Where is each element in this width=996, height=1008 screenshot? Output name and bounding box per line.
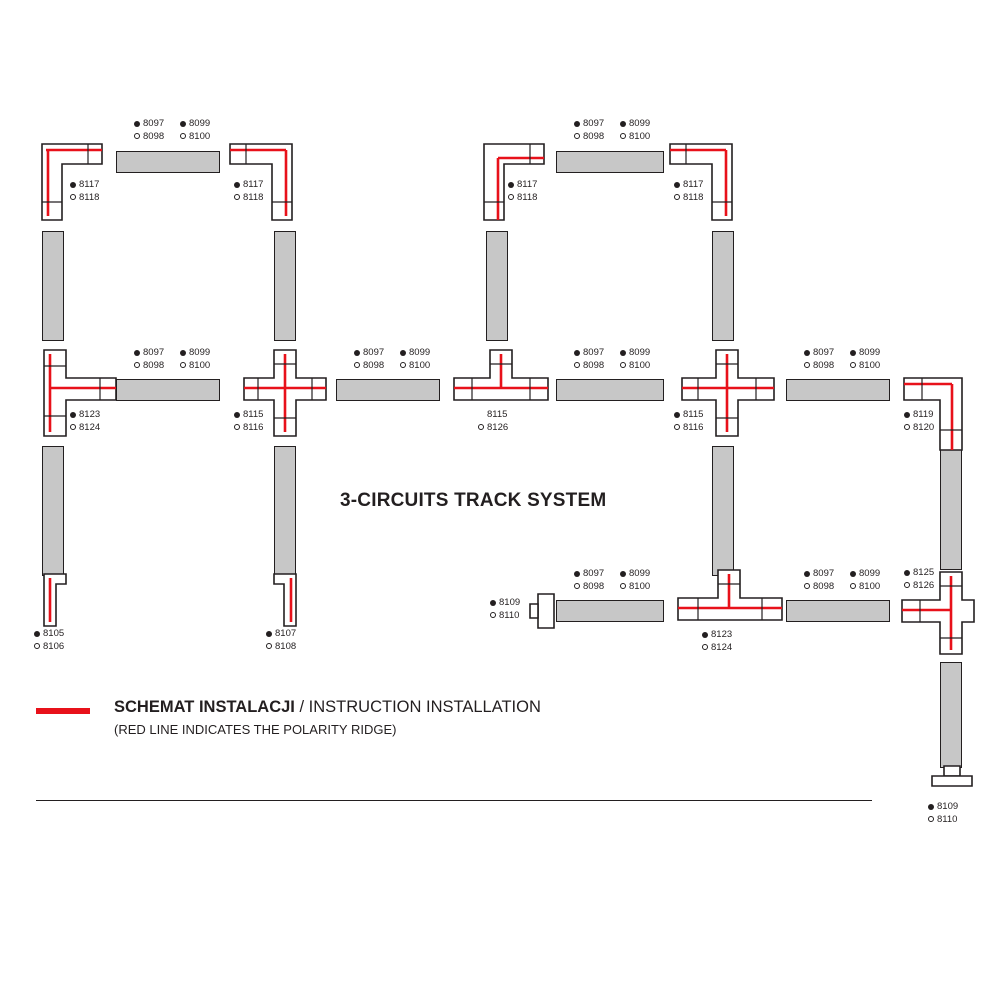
code-text: 8097	[143, 118, 165, 129]
code-text: 8097	[363, 347, 385, 358]
filled-dot-icon	[400, 350, 406, 356]
open-dot-icon	[354, 362, 360, 368]
open-dot-icon	[234, 194, 240, 200]
feed-connector-bottom-right	[928, 764, 976, 794]
code-text: 8099	[409, 347, 431, 358]
code-label-feed-center	[490, 597, 520, 621]
code-label-track-top-right	[574, 118, 654, 142]
code-label-corner-bottom-right	[904, 567, 934, 591]
track-bar	[556, 151, 664, 173]
filled-dot-icon	[928, 804, 934, 810]
track-bar	[556, 379, 664, 401]
code-text: 8124	[711, 641, 733, 653]
code-text: 8110	[937, 813, 958, 825]
open-dot-icon	[478, 424, 484, 430]
filled-dot-icon	[904, 412, 910, 418]
code-text: 8110	[499, 609, 520, 621]
filled-dot-icon	[850, 571, 856, 577]
track-bar	[42, 231, 64, 341]
legend	[36, 698, 541, 737]
filled-dot-icon	[804, 350, 810, 356]
open-dot-icon	[620, 362, 626, 368]
code-label-track-mid-2	[354, 347, 434, 371]
filled-dot-icon	[620, 571, 626, 577]
filled-dot-icon	[804, 571, 810, 577]
code-text: 8100	[189, 359, 211, 371]
code-label-feed-bottom-right	[928, 801, 958, 825]
code-label-track-mid-3	[574, 347, 654, 371]
code-text: 8117	[517, 179, 538, 190]
open-dot-icon	[804, 583, 810, 589]
code-text: 8099	[859, 347, 881, 358]
track-bar	[116, 379, 220, 401]
open-dot-icon	[620, 583, 626, 589]
code-text: 8097	[813, 347, 835, 358]
code-text: 8115	[243, 409, 264, 420]
open-dot-icon	[850, 583, 856, 589]
code-text: 8099	[189, 347, 211, 358]
filled-dot-icon	[702, 632, 708, 638]
open-dot-icon	[400, 362, 406, 368]
open-dot-icon	[180, 133, 186, 139]
end-cap-left	[38, 572, 84, 628]
open-dot-icon	[674, 424, 680, 430]
open-dot-icon	[574, 362, 580, 368]
code-label-end-mid	[266, 628, 296, 652]
code-text: 8118	[243, 191, 264, 203]
code-text: 8097	[583, 347, 605, 358]
code-text: 8117	[683, 179, 704, 190]
code-label-track-bottom-2	[804, 568, 884, 592]
code-text: 8097	[813, 568, 835, 579]
polarity-line-swatch	[36, 708, 90, 714]
filled-dot-icon	[134, 350, 140, 356]
code-text: 8126	[913, 579, 935, 591]
code-text: 8117	[243, 179, 264, 190]
code-text: 8106	[43, 640, 65, 652]
code-text: 8097	[583, 118, 605, 129]
code-label-tee-left	[70, 409, 100, 433]
code-text: 8100	[629, 580, 651, 592]
code-label-track-mid-1	[134, 347, 214, 371]
code-text: 8107	[275, 628, 297, 639]
open-dot-icon	[134, 362, 140, 368]
track-bar	[42, 446, 64, 576]
end-cap-mid	[268, 572, 314, 628]
code-text: 8099	[629, 568, 651, 579]
filled-dot-icon	[574, 571, 580, 577]
open-dot-icon	[234, 424, 240, 430]
track-bar	[336, 379, 440, 401]
open-dot-icon	[674, 194, 680, 200]
code-text: 8117	[79, 179, 100, 190]
legend-note: (RED LINE INDICATES THE POLARITY RIDGE)	[114, 722, 397, 737]
open-dot-icon	[70, 424, 76, 430]
code-label-corner-right	[904, 409, 934, 433]
open-dot-icon	[574, 583, 580, 589]
legend-title	[114, 698, 541, 717]
code-text: 8123	[79, 409, 101, 420]
track-bar	[274, 446, 296, 576]
track-bar	[486, 231, 508, 341]
open-dot-icon	[574, 133, 580, 139]
track-bar	[274, 231, 296, 341]
code-text: 8125	[913, 567, 935, 578]
code-label-track-bottom-1	[574, 568, 654, 592]
code-text: 8109	[499, 597, 521, 608]
code-text: 8098	[143, 130, 165, 142]
track-bar	[940, 446, 962, 570]
code-text: 8124	[79, 421, 101, 433]
tee-connector-center	[452, 348, 550, 404]
code-text: 8118	[79, 191, 100, 203]
code-text: 8098	[813, 580, 835, 592]
filled-dot-icon	[354, 350, 360, 356]
code-text: 8118	[683, 191, 704, 203]
filled-dot-icon	[234, 182, 240, 188]
page-title: 3-CIRCUITS TRACK SYSTEM	[340, 490, 607, 511]
code-text: 8098	[143, 359, 165, 371]
filled-dot-icon	[266, 631, 272, 637]
filled-dot-icon	[620, 350, 626, 356]
open-dot-icon	[904, 424, 910, 430]
code-text: 8100	[189, 130, 211, 142]
code-text: 8099	[629, 118, 651, 129]
code-text: 8097	[143, 347, 165, 358]
code-label-tee-center	[478, 409, 508, 433]
filled-dot-icon	[574, 350, 580, 356]
code-text: 8098	[583, 580, 605, 592]
code-text: 8099	[859, 568, 881, 579]
filled-dot-icon	[674, 182, 680, 188]
legend-title-pl: SCHEMAT INSTALACJI	[114, 698, 295, 716]
filled-dot-icon	[620, 121, 626, 127]
code-text: 8100	[629, 359, 651, 371]
code-text: 8100	[859, 359, 881, 371]
code-text: 8115	[683, 409, 704, 420]
open-dot-icon	[928, 816, 934, 822]
code-text: 8097	[583, 568, 605, 579]
code-text: 8100	[859, 580, 881, 592]
open-dot-icon	[266, 643, 272, 649]
feed-connector-center	[528, 592, 562, 630]
code-text: 8119	[913, 409, 934, 420]
code-text: 8115	[487, 409, 508, 420]
code-text: 8100	[629, 130, 651, 142]
open-dot-icon	[70, 194, 76, 200]
open-dot-icon	[490, 612, 496, 618]
divider	[36, 800, 872, 801]
code-text: 8126	[487, 421, 509, 433]
open-dot-icon	[620, 133, 626, 139]
tee-connector-bottom	[676, 568, 784, 624]
filled-dot-icon	[508, 182, 514, 188]
open-dot-icon	[180, 362, 186, 368]
filled-dot-icon	[674, 412, 680, 418]
open-dot-icon	[34, 643, 40, 649]
track-bar	[556, 600, 664, 622]
filled-dot-icon	[850, 350, 856, 356]
legend-title-en: / INSTRUCTION INSTALLATION	[299, 698, 541, 716]
code-label-corner-top-center-left	[508, 179, 537, 203]
filled-dot-icon	[34, 631, 40, 637]
filled-dot-icon	[70, 412, 76, 418]
code-text: 8116	[243, 421, 264, 433]
code-label-track-mid-4	[804, 347, 884, 371]
open-dot-icon	[850, 362, 856, 368]
code-label-cross-right	[674, 409, 703, 433]
code-text: 8118	[517, 191, 538, 203]
code-label-track-top-left	[134, 118, 214, 142]
code-label-corner-top-left-inner	[234, 179, 263, 203]
code-label-corner-top-right	[674, 179, 703, 203]
filled-dot-icon	[574, 121, 580, 127]
open-dot-icon	[702, 644, 708, 650]
code-label-cross-left	[234, 409, 263, 433]
track-bar	[940, 662, 962, 768]
filled-dot-icon	[904, 570, 910, 576]
filled-dot-icon	[134, 121, 140, 127]
track-bar	[712, 231, 734, 341]
code-text: 8098	[363, 359, 385, 371]
open-dot-icon	[804, 362, 810, 368]
track-bar	[712, 446, 734, 576]
filled-dot-icon	[180, 121, 186, 127]
track-bar	[116, 151, 220, 173]
filled-dot-icon	[70, 182, 76, 188]
code-text: 8098	[583, 359, 605, 371]
code-text: 8105	[43, 628, 65, 639]
track-bar	[786, 600, 890, 622]
code-text: 8116	[683, 421, 704, 433]
code-label-end-left	[34, 628, 64, 652]
filled-dot-icon	[490, 600, 496, 606]
code-text: 8120	[913, 421, 935, 433]
code-label-corner-top-left	[70, 179, 99, 203]
code-text: 8099	[189, 118, 211, 129]
code-text: 8098	[813, 359, 835, 371]
open-dot-icon	[508, 194, 514, 200]
code-label-tee-bottom	[702, 629, 732, 653]
open-dot-icon	[134, 133, 140, 139]
code-text: 8099	[629, 347, 651, 358]
code-text: 8123	[711, 629, 733, 640]
code-text: 8109	[937, 801, 959, 812]
code-text: 8098	[583, 130, 605, 142]
code-text: 8100	[409, 359, 431, 371]
track-bar	[786, 379, 890, 401]
filled-dot-icon	[234, 412, 240, 418]
open-dot-icon	[904, 582, 910, 588]
code-text: 8108	[275, 640, 297, 652]
filled-dot-icon	[180, 350, 186, 356]
